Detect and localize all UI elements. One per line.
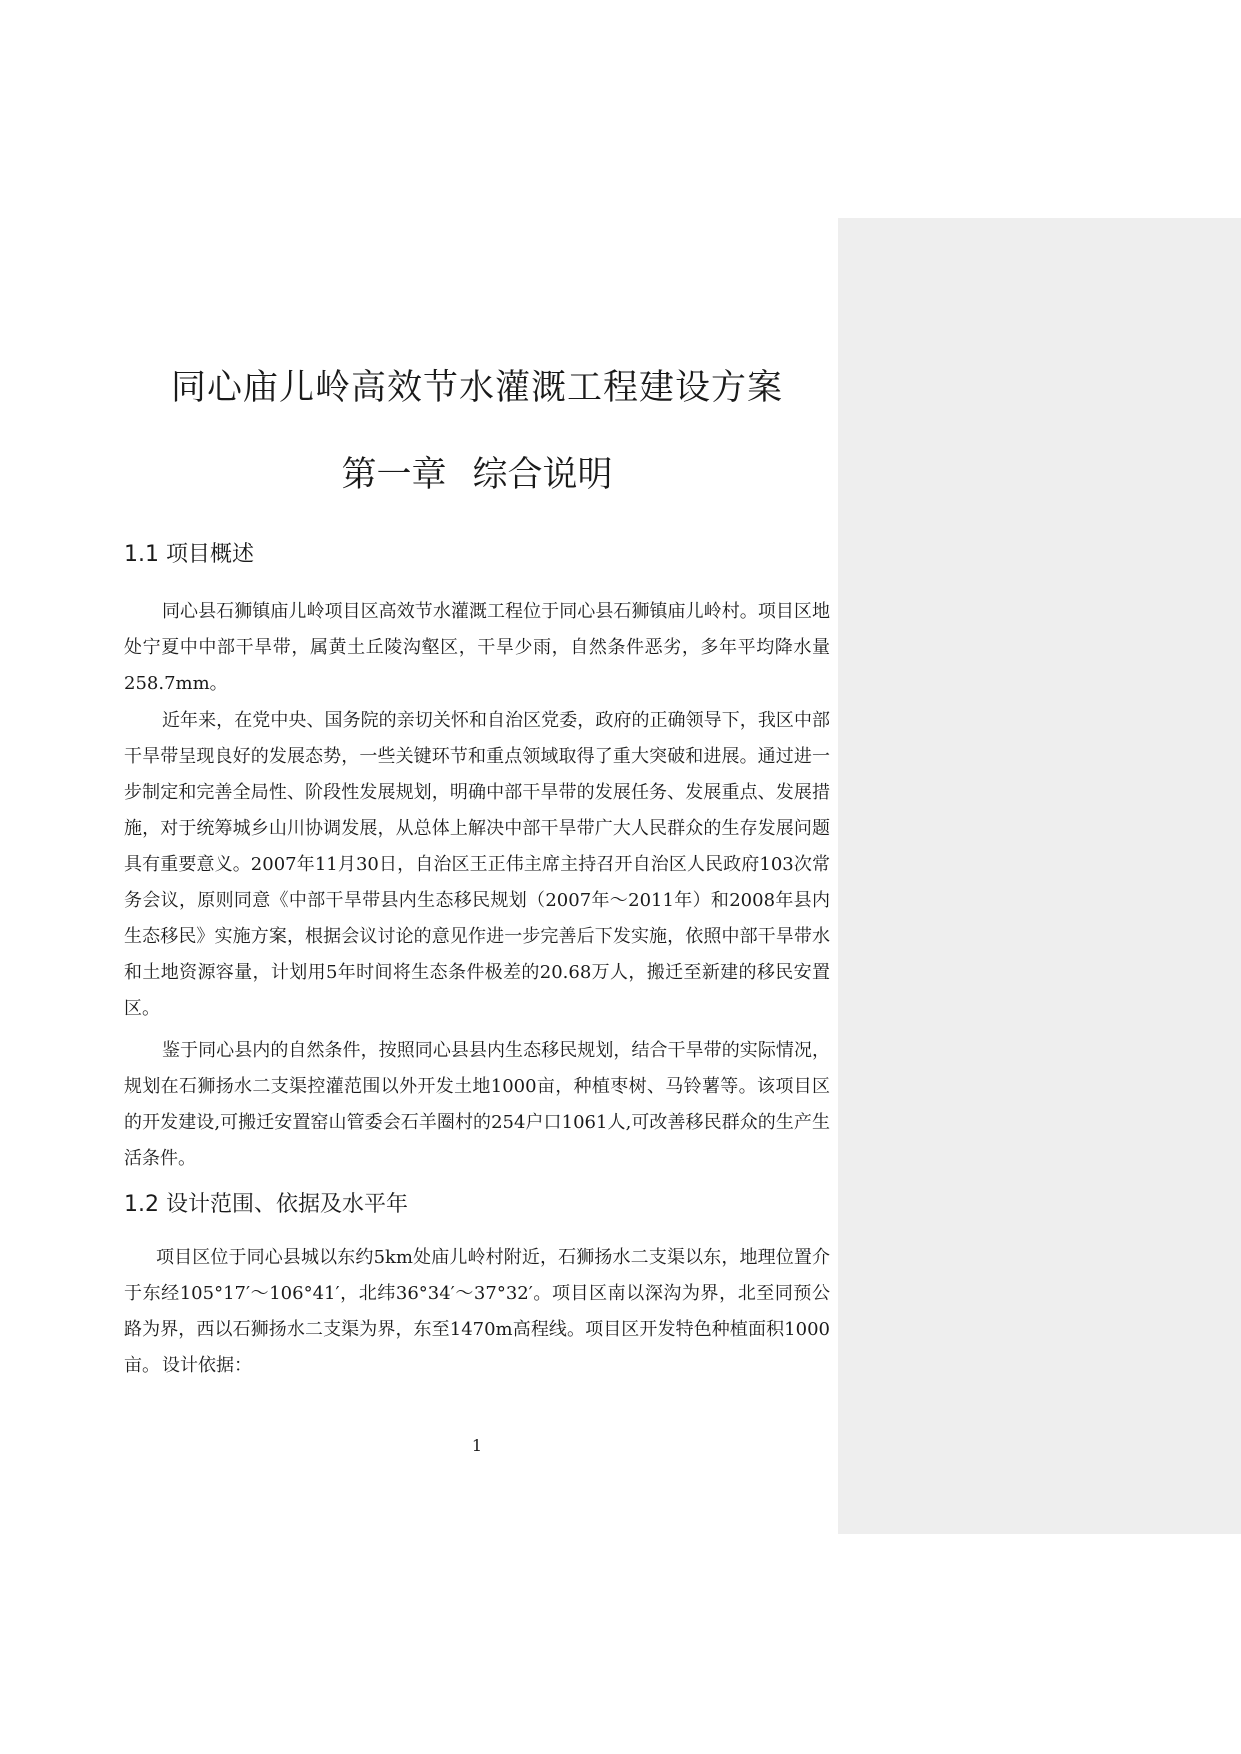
page-number: 1	[471, 1436, 483, 1455]
paragraph: 同心县石狮镇庙儿岭项目区高效节水灌溉工程位于同心县石狮镇庙儿岭村。项目区地处宁夏中中部干旱带，属黄土丘陵沟壑区，干旱少雨，自然条件恶劣，多年平均降水量258.7mm。	[124, 601, 830, 694]
paragraph: 项目区位于同心县城以东约5km处庙儿岭村附近，石狮扬水二支渠以东，地理位置介于东经105°17′～106°41′，北纬36°34′～37°32′。项目区南以深沟为界，北至同预公路为界，西以石狮扬水二支渠为界，东至1470m高程线。项目区开发特色种植面积1000亩。	[124, 1247, 830, 1376]
comment-pane	[838, 218, 1241, 1534]
paragraph: 近年来，在党中央、国务院的亲切关怀和自治区党委，政府的正确领导下，我区中部干旱带呈现良好的发展态势，一些关键环节和重点领域取得了重大突破和进展。通过进一步制定和完善全局性、阶段性发展规划，明确中部干旱带的发展任务、发展重点、发展措施，对于统筹城乡山川协调发展，从总体上解决中部干旱带广大人民群众的生存发展问题具有重要意义。2007年11月30日，自治区王正伟主席主持召开自治区人民政府103次常务会议，原则同意《中部干旱带县内生态移民规划（2007年～2011年）和2008年县内生态移民》实施方案，根据会议讨论的意见作进一步完善后下发实施，依照中部干旱带水和土地资源容量，计划用5年时间将生态条件极差的20.68万人，搬迁至新建的移民安置区。	[124, 710, 830, 1019]
section-heading-design-scope: 1.2 设计范围、依据及水平年	[124, 1192, 408, 1217]
chapter-number: 第一章	[341, 455, 447, 495]
chapter-name: 综合说明	[472, 455, 613, 495]
chapter-title	[124, 447, 830, 497]
section-heading-overview: 1.1 项目概述	[124, 542, 254, 567]
paragraph: 鉴于同心县内的自然条件，按照同心县县内生态移民规划，结合干旱带的实际情况，规划在石狮扬水二支渠控灌范围以外开发土地1000亩，种植枣树、马铃薯等。该项目区的开发建设,可搬迁安置窑山管委会石羊圈村的254户口1061人,可改善移民群众的生产生活条件。	[124, 1040, 830, 1169]
document-title: 同心庙儿岭高效节水灌溉工程建设方案	[170, 368, 783, 408]
paragraph: 设计依据：	[162, 1355, 252, 1376]
